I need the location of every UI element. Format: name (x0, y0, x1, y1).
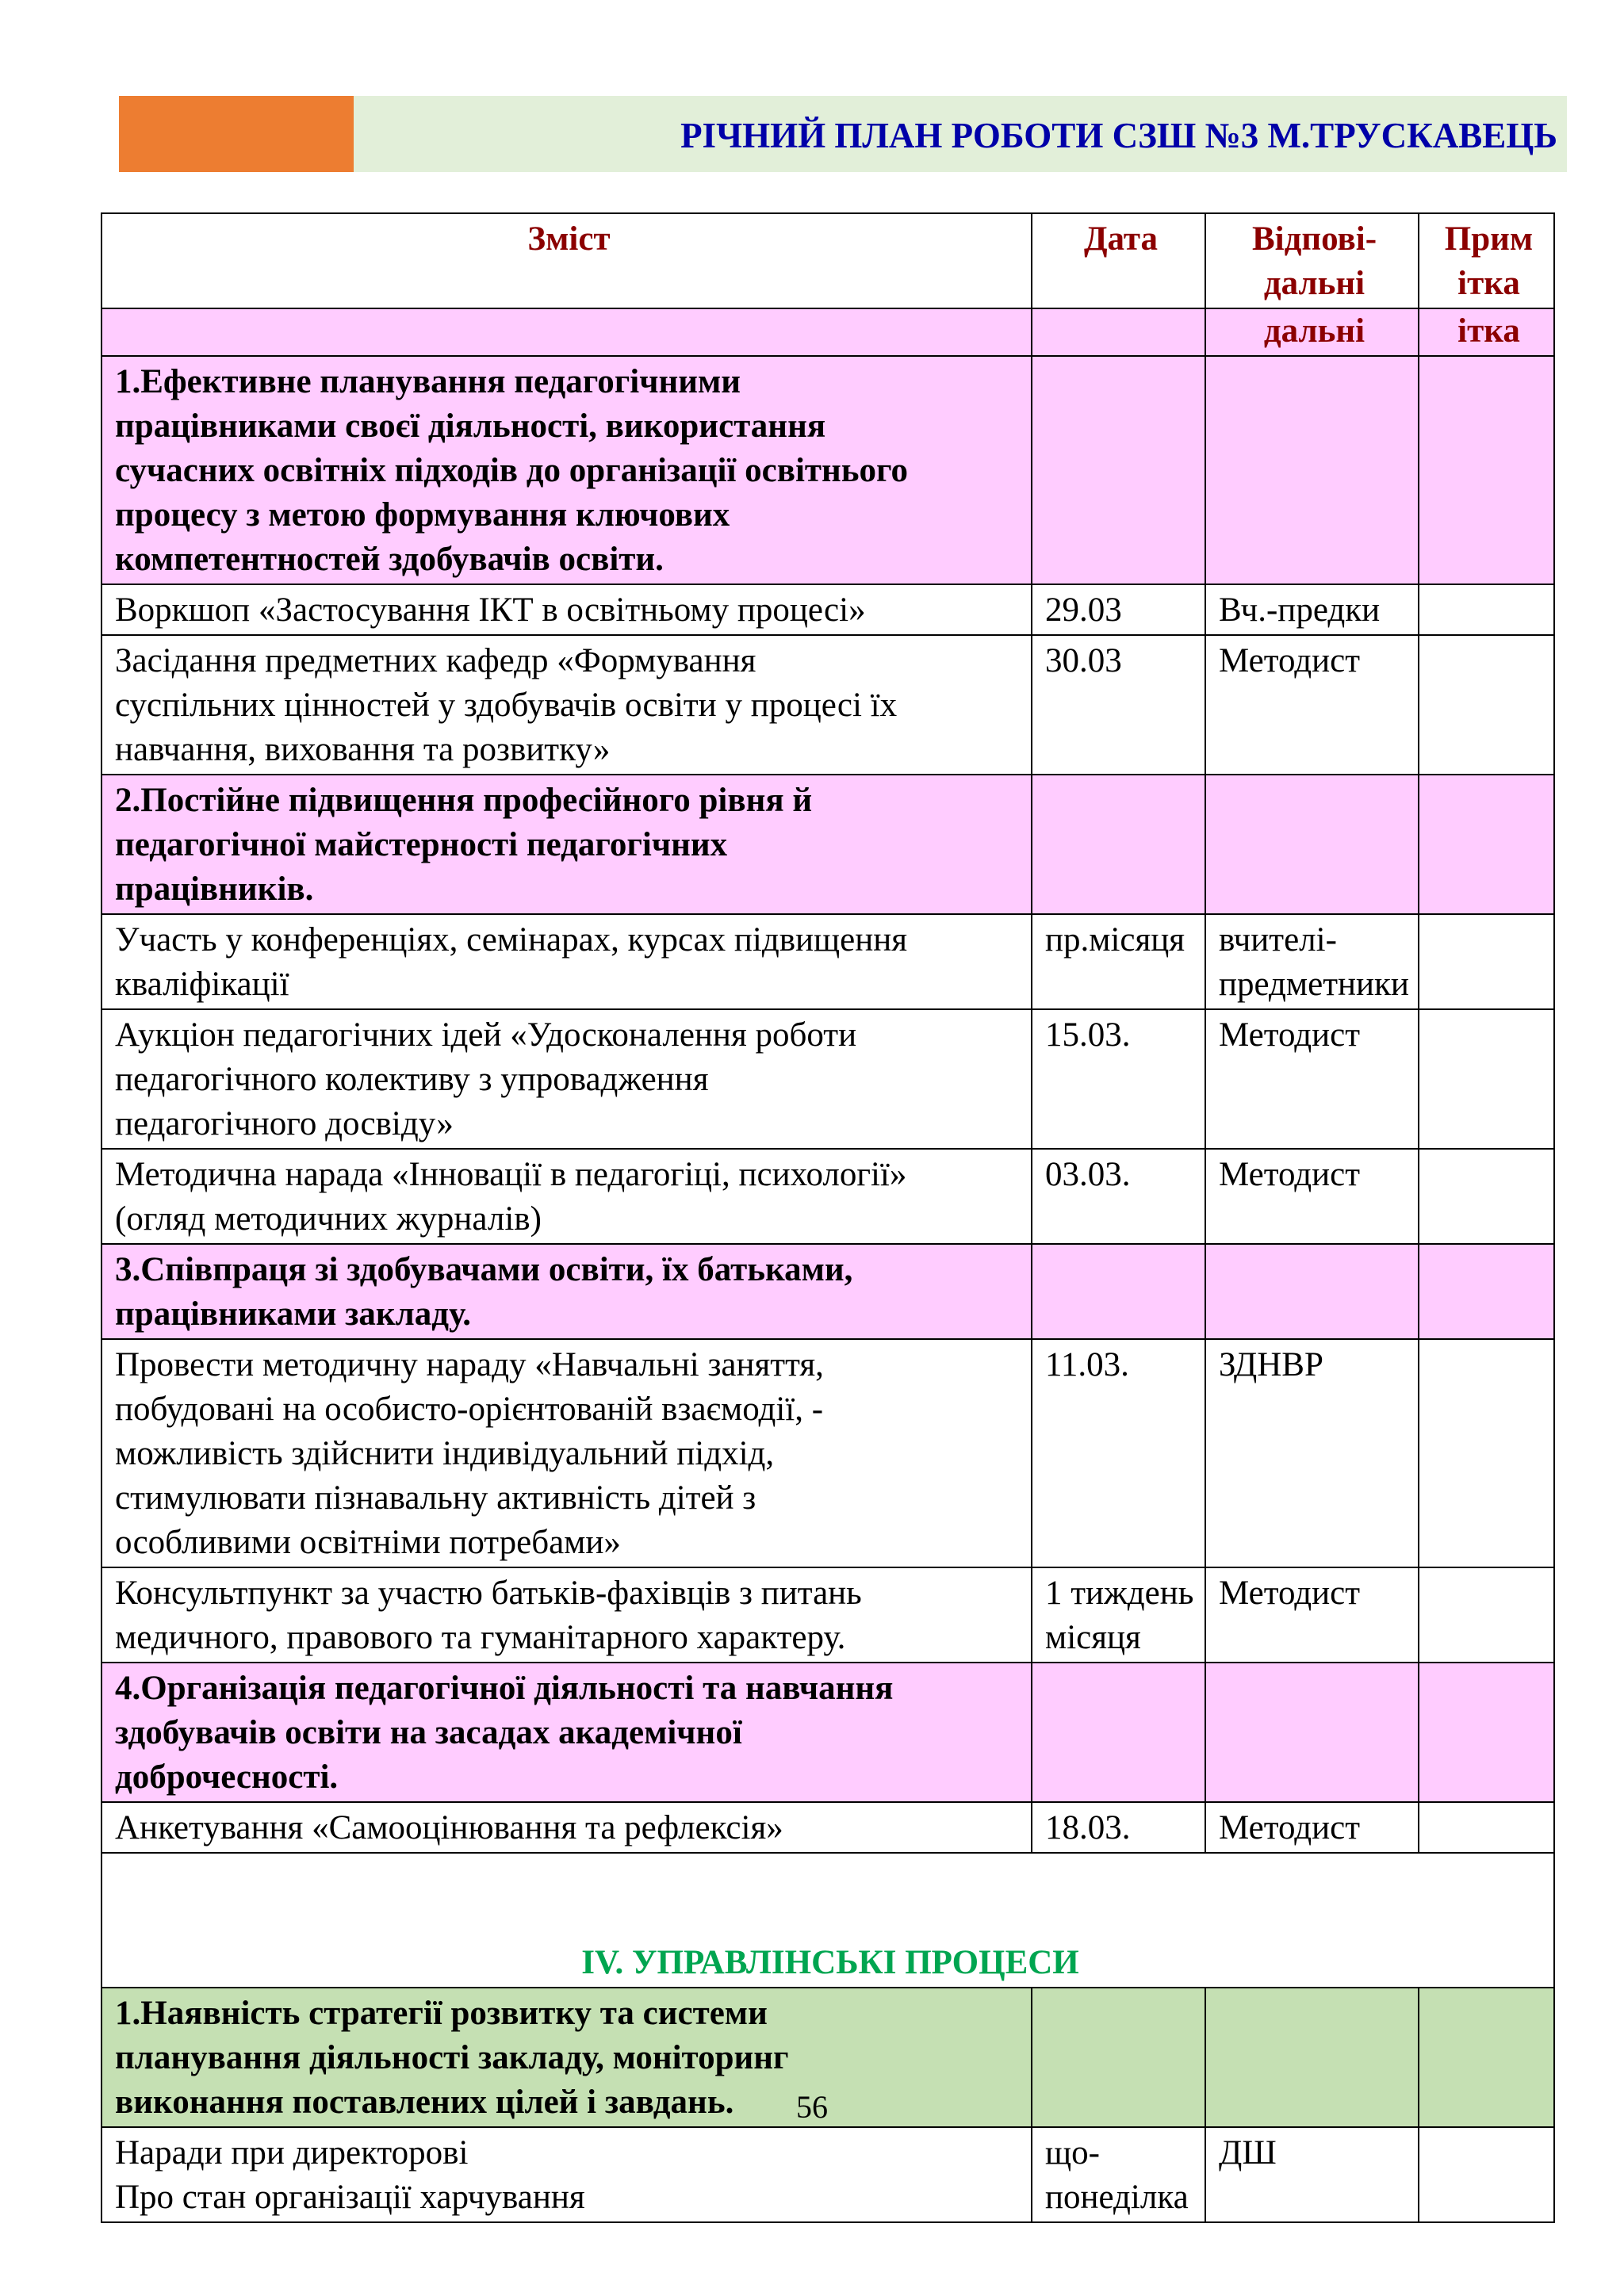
content-line: суспільних цінностей у здобувачів освіти у процесі їх (115, 687, 898, 724)
content-line: 3.Співпраця зі здобувачами освіти, їх батьками, (115, 1251, 853, 1288)
row-date: пр.місяця (1032, 914, 1205, 1009)
row-responsible: Методист (1205, 1009, 1419, 1149)
row-content (102, 584, 1032, 635)
row-content (102, 356, 1032, 584)
content-line: педагогічного досвіду» (115, 1105, 454, 1142)
row-note (1419, 1567, 1554, 1663)
row-note (1419, 1339, 1554, 1567)
content-line: Провести методичну нараду «Навчальні заняття, (115, 1346, 824, 1383)
header-accent-block (119, 96, 354, 172)
row-content (102, 775, 1032, 914)
content-line: компетентностей здобувачів освіти. (115, 541, 664, 578)
content-line: (огляд методичних журналів) (115, 1200, 542, 1238)
row-content (102, 914, 1032, 1009)
content-line: планування діяльності закладу, моніторинг (115, 2039, 789, 2076)
row-content (102, 1663, 1032, 1802)
date-line: 1 тиждень (1045, 1575, 1194, 1612)
date-line: понеділка (1045, 2179, 1189, 2216)
content-line: Консультпункт за участю батьків-фахівців з питань (115, 1575, 862, 1612)
content-line: працівників. (115, 871, 314, 908)
topic-row (102, 775, 1554, 914)
content-line: стимулювати пізнавальну активність дітей з (115, 1479, 756, 1517)
date-line: що- (1045, 2134, 1100, 2172)
content-line: педагогічної майстерності педагогічних (115, 826, 728, 863)
row-responsible (1205, 914, 1419, 1009)
row-date: 29.03 (1032, 584, 1205, 635)
row-date: 03.03. (1032, 1149, 1205, 1244)
topic-row (102, 1663, 1554, 1802)
last-row-note (1419, 2127, 1554, 2222)
row-content (102, 635, 1032, 775)
content-line: Засідання предметних кафедр «Формування (115, 642, 756, 679)
header-note-repeat: ітка (1419, 308, 1554, 356)
row-responsible (1205, 1663, 1419, 1802)
row-note (1419, 1149, 1554, 1244)
table-row (102, 1339, 1554, 1567)
content-line: Анкетування «Самооцінювання та рефлексія» (115, 1809, 783, 1846)
content-line: виконання поставлених цілей і завдань. (115, 2084, 734, 2121)
table-row (102, 1009, 1554, 1149)
row-responsible (1205, 775, 1419, 914)
row-responsible: Методист (1205, 635, 1419, 775)
content-line: 1.Ефективне планування педагогічними (115, 363, 741, 400)
row-note (1419, 1244, 1554, 1339)
header-bar (119, 96, 1567, 172)
row-responsible: Вч.-предки (1205, 584, 1419, 635)
row-responsible: Методист (1205, 1802, 1419, 1853)
table-row (102, 1567, 1554, 1663)
row-note (1419, 914, 1554, 1009)
content-line: Аукціон педагогічних ідей «Удосконалення роботи (115, 1016, 857, 1054)
table-header-repeat-row (102, 308, 1554, 356)
content-line: Про стан організації харчування (115, 2179, 585, 2216)
header-date: Дата (1032, 213, 1205, 308)
header-date-repeat (1032, 308, 1205, 356)
row-date (1032, 356, 1205, 584)
table-row (102, 584, 1554, 635)
last-row-responsible: ДШ (1205, 2127, 1419, 2222)
row-date: 11.03. (1032, 1339, 1205, 1567)
content-line: 2.Постійне підвищення професійного рівня й (115, 782, 813, 819)
table-row (102, 1149, 1554, 1244)
content-line: здобувачів освіти на засадах академічної (115, 1714, 742, 1751)
responsible-line: предметники (1219, 966, 1409, 1003)
content-line: сучасних освітніх підходів до організації освітнього (115, 452, 908, 489)
content-line: навчання, виховання та розвитку» (115, 731, 611, 768)
topic-row (102, 1244, 1554, 1339)
content-line: працівниками закладу. (115, 1295, 472, 1333)
content-line: медичного, правового та гуманітарного характеру. (115, 1619, 846, 1656)
last-row-date (1032, 2127, 1205, 2222)
header-responsible-repeat: дальні (1205, 308, 1419, 356)
row-responsible: ЗДНВР (1205, 1339, 1419, 1567)
content-line: процесу з метою формування ключових (115, 496, 730, 534)
content-line: Методична нарада «Інновації в педагогіці, психології» (115, 1156, 907, 1193)
row-date (1032, 775, 1205, 914)
table-header-row (102, 213, 1554, 308)
row-date: 30.03 (1032, 635, 1205, 775)
row-note (1419, 584, 1554, 635)
content-line: 4.Організація педагогічної діяльності та навчання (115, 1670, 894, 1707)
row-note (1419, 635, 1554, 775)
date-line: місяця (1045, 1619, 1141, 1656)
content-line: 1.Наявність стратегії розвитку та системи (115, 1995, 768, 2032)
row-content (102, 1567, 1032, 1663)
row-note (1419, 775, 1554, 914)
content-line: Воркшоп «Застосування ІКТ в освітньому процесі» (115, 591, 866, 629)
content-line: особливими освітніми потребами» (115, 1524, 621, 1561)
responsible-line: вчителі- (1219, 921, 1337, 959)
content-line: кваліфікації (115, 966, 289, 1003)
table-row (102, 1802, 1554, 1853)
table-body (102, 356, 1554, 1853)
row-content (102, 1149, 1032, 1244)
last-row-content (102, 2127, 1032, 2222)
row-date: 15.03. (1032, 1009, 1205, 1149)
row-responsible: Методист (1205, 1567, 1419, 1663)
row-note (1419, 1802, 1554, 1853)
row-content (102, 1339, 1032, 1567)
row-responsible (1205, 356, 1419, 584)
row-responsible: Методист (1205, 1149, 1419, 1244)
content-line: побудовані на особисто-орієнтованій взаємодії, - (115, 1391, 824, 1428)
topic-row (102, 356, 1554, 584)
row-content (102, 1009, 1032, 1149)
content-line: педагогічного колективу з упровадження (115, 1061, 709, 1098)
content-line: можливість здійснити індивідуальний підхід, (115, 1435, 775, 1472)
table-row (102, 2127, 1554, 2222)
row-responsible (1205, 1244, 1419, 1339)
page-title: РІЧНИЙ ПЛАН РОБОТИ СЗШ №3 М.ТРУСКАВЕЦЬ (680, 116, 1557, 155)
plan-table (101, 212, 1555, 2223)
header-responsible: Відпові- дальні (1205, 213, 1419, 308)
table-row (102, 635, 1554, 775)
section-row (102, 1853, 1554, 1988)
row-date (1032, 1663, 1205, 1802)
row-date (1032, 1567, 1205, 1663)
row-content (102, 1802, 1032, 1853)
header-note: Прим ітка (1419, 213, 1554, 308)
row-date (1032, 1244, 1205, 1339)
page-number: 56 (796, 2089, 828, 2125)
row-note (1419, 356, 1554, 584)
content-line: доброчесності. (115, 1758, 339, 1796)
content-line: працівниками своєї діяльності, використання (115, 408, 826, 445)
content-line: Участь у конференціях, семінарах, курсах підвищення (115, 921, 908, 959)
row-date: 18.03. (1032, 1802, 1205, 1853)
header-content-repeat (102, 308, 1032, 356)
row-note (1419, 1009, 1554, 1149)
table-row (102, 914, 1554, 1009)
header-content: Зміст (102, 213, 1032, 308)
content-line: Наради при директорові (115, 2134, 469, 2172)
section-title: IV. УПРАВЛІНСЬКІ ПРОЦЕСИ (102, 1853, 1554, 1988)
row-note (1419, 1663, 1554, 1802)
row-content (102, 1244, 1032, 1339)
